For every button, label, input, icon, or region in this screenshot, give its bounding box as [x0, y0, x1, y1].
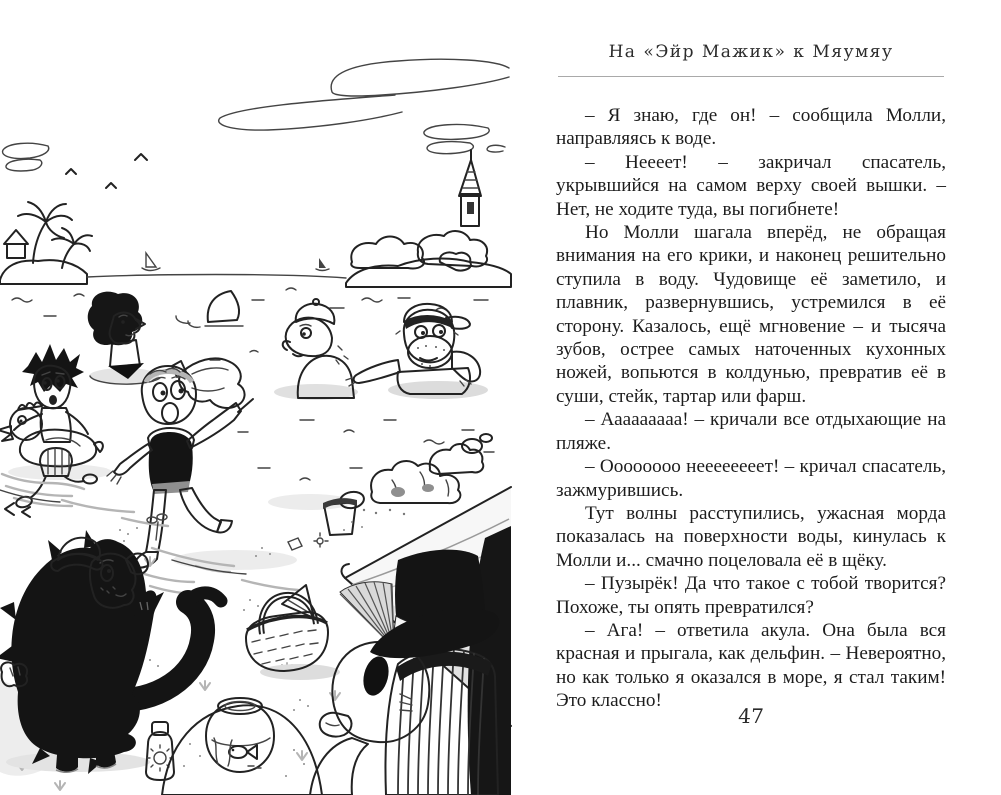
paragraph: – Я знаю, где он! – сообщила Молли, направляясь к воде.	[556, 105, 946, 150]
horizon-line	[87, 275, 346, 279]
paragraph: – Оооооооо неееееееет! – кричал спасатель, зажмурившись.	[556, 456, 946, 501]
paragraph: Но Молли шагала вперёд, не обращая внимания на его крики, и наконец решительно ступила в воду. Чудовище её заметило, и плавник, развернувшись, устремился в её сторону. Казалось, ещё мгновение – и тысяча зубов, острее самых наточенных кухонных ножей, вопьются в колдунью, превратив её в суши, стейк, тартар или фарш.	[556, 222, 946, 407]
paragraph: – Неееет! – закричал спасатель, укрывшийся на самом верху своей вышки. – Нет, не ходите туда, вы погибнете!	[556, 151, 946, 220]
paragraph: – Ага! – ответила акула. Она была вся красная и прыгала, как дельфин. – Невероятно, но как только я оказался в море, я стал таким! Это классно!	[556, 619, 946, 712]
swimmer-in-baseball-cap	[346, 304, 488, 399]
sailboats	[142, 253, 329, 271]
fishbowl-with-fish	[162, 698, 322, 795]
book-page-right	[556, 0, 946, 795]
paragraph: – Пузырёк! Да что такое с тобой творится? Похоже, ты опять превратился?	[556, 573, 946, 618]
rocks	[339, 434, 492, 515]
sunscreen-bottle	[146, 722, 174, 780]
paragraph: – Ааааааааа! – кричали все отдыхающие на пляже.	[556, 409, 946, 454]
swimmer-in-swim-cap	[274, 299, 358, 400]
paragraph: Тут волны расступились, ужасная морда показалась на поверхности воды, кинулась к Молли и... смачно поцеловала её в щёку.	[556, 502, 946, 571]
shark-fin	[176, 291, 243, 327]
story-text	[556, 104, 946, 713]
island-left	[0, 202, 92, 284]
black-cat-creature	[0, 530, 221, 774]
curly-hair-swimmer	[88, 292, 160, 385]
wicker-basket	[246, 585, 340, 680]
church-tower	[459, 150, 481, 226]
page-number: 47	[737, 704, 765, 728]
clouds	[3, 59, 509, 171]
header-rule	[558, 76, 944, 77]
boy-with-duck-float	[0, 344, 103, 517]
seagull-icons	[66, 154, 147, 188]
running-title: На «Эйр Мажик» к Мяумяу	[608, 42, 894, 62]
island-right	[346, 150, 511, 287]
